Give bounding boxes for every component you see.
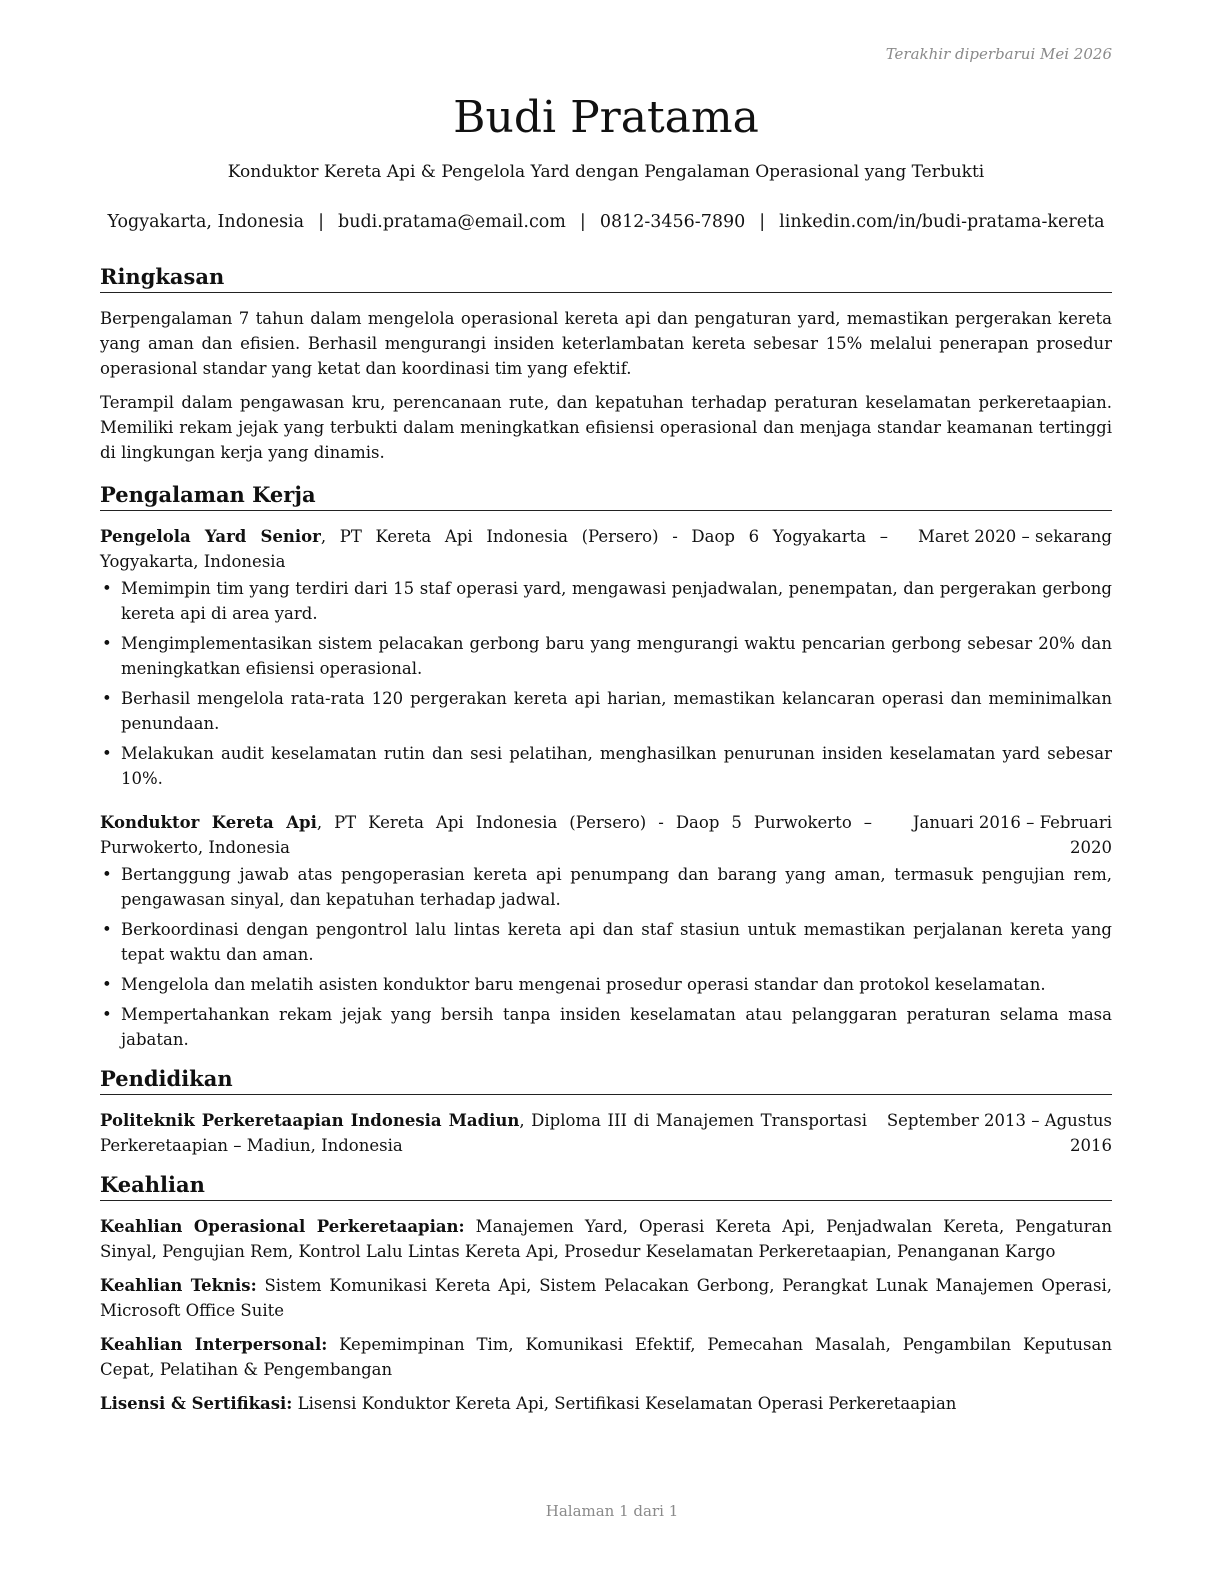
list-item: • Mengelola dan melatih asisten konduktor baru mengenai prosedur operasi standar dan protokol keselamatan. xyxy=(100,972,1112,997)
separator: | xyxy=(579,212,586,232)
job-role: Konduktor Kereta Api xyxy=(100,813,317,832)
list-item: • Memimpin tim yang terdiri dari 15 staf operasi yard, mengawasi penjadwalan, penempatan, dan pergerakan gerbong kereta api di area yard. xyxy=(100,576,1112,626)
candidate-name: Budi Pratama xyxy=(453,92,759,143)
section-title-skills: Keahlian xyxy=(100,1171,1112,1201)
degree-detail: , Diploma III di Manajemen Transportasi Perkeretaapian – Madiun, Indonesia xyxy=(100,1111,867,1155)
job-header xyxy=(100,524,1112,574)
skill-text: Lisensi Konduktor Kereta Api, Sertifikasi Keselamatan Operasi Perkeretaapian xyxy=(292,1394,957,1413)
contact-email[interactable]: budi.pratama@email.com xyxy=(338,212,566,232)
tagline: Konduktor Kereta Api & Pengelola Yard dengan Pengalaman Operasional yang Terbukti xyxy=(227,162,985,182)
education-dates: September 2013 – Agustus 2016 xyxy=(886,1111,1112,1155)
skill-label: Keahlian Interpersonal: xyxy=(100,1335,328,1354)
separator: | xyxy=(318,212,324,232)
section-title-education: Pendidikan xyxy=(100,1065,1112,1095)
skills-section xyxy=(100,1171,1112,1416)
list-item: • Bertanggung jawab atas pengoperasian kereta api penumpang dan barang yang aman, termasuk pengujian rem, pengawasan sinyal, dan kepatuhan terhadap jadwal. xyxy=(100,862,1112,912)
skill-text: Manajemen Yard, Operasi Kereta Api, Penjadwalan Kereta, Pengaturan Sinyal, Pengujian Rem, Kontrol Lalu Lintas Kereta Api, Prosedur Keselamatan Perkeretaapian, Penanganan Kargo xyxy=(100,1217,1112,1261)
job-bullets xyxy=(100,576,1112,791)
experience-section xyxy=(100,481,1112,1052)
contact-line xyxy=(100,210,1112,234)
list-item: • Berhasil mengelola rata-rata 120 pergerakan kereta api harian, memastikan kelancaran operasi dan meminimalkan penundaan. xyxy=(100,686,1112,736)
list-item: • Berkoordinasi dengan pengontrol lalu lintas kereta api dan staf stasiun untuk memastikan perjalanan kereta yang tepat waktu dan aman. xyxy=(100,917,1112,967)
separator: | xyxy=(759,212,766,232)
skill-text: Kepemimpinan Tim, Komunikasi Efektif, Pemecahan Masalah, Pengambilan Keputusan Cepat, Pelatihan & Pengembangan xyxy=(100,1335,1112,1379)
skill-group xyxy=(100,1214,1112,1264)
job-organization: , PT Kereta Api Indonesia (Persero) - Daop 6 Yogyakarta – Yogyakarta, Indonesia xyxy=(100,527,889,571)
job-header xyxy=(100,810,1112,860)
contact-location: Yogyakarta, Indonesia xyxy=(107,212,305,232)
resume-page xyxy=(100,0,1112,1425)
skill-group xyxy=(100,1273,1112,1323)
summary-paragraph: Berpengalaman 7 tahun dalam mengelola operasional kereta api dan pengaturan yard, memastikan pergerakan kereta yang aman dan efisien. Berhasil mengurangi insiden keterlambatan kereta sebesar 15% melalui penerapan prosedur operasional standar yang ketat dan koordinasi tim yang efektif. xyxy=(100,309,1112,378)
job-entry xyxy=(100,810,1112,1052)
page-number: Halaman 1 dari 1 xyxy=(545,1502,679,1520)
school-name: Politeknik Perkeretaapian Indonesia Madiun xyxy=(100,1111,520,1130)
job-role: Pengelola Yard Senior xyxy=(100,527,321,546)
job-dates: Januari 2016 – Februari 2020 xyxy=(912,813,1112,857)
job-entry xyxy=(100,524,1112,791)
list-item: • Melakukan audit keselamatan rutin dan sesi pelatihan, menghasilkan penurunan insiden keselamatan yard sebesar 10%. xyxy=(100,741,1112,791)
skill-label: Keahlian Operasional Perkeretaapian: xyxy=(100,1217,465,1236)
education-entry xyxy=(100,1108,1112,1158)
list-item: • Mempertahankan rekam jejak yang bersih tanpa insiden keselamatan atau pelanggaran peraturan selama masa jabatan. xyxy=(100,1002,1112,1052)
skill-label: Keahlian Teknis: xyxy=(100,1276,257,1295)
contact-linkedin[interactable]: linkedin.com/in/budi-pratama-kereta xyxy=(779,212,1105,232)
job-organization: , PT Kereta Api Indonesia (Persero) - Daop 5 Purwokerto – Purwokerto, Indonesia xyxy=(100,813,872,857)
skill-group xyxy=(100,1332,1112,1382)
job-dates: Maret 2020 – sekarang xyxy=(918,527,1112,546)
list-item: • Mengimplementasikan sistem pelacakan gerbong baru yang mengurangi waktu pencarian gerbong sebesar 20% dan meningkatkan efisiensi operasional. xyxy=(100,631,1112,681)
section-title-experience: Pengalaman Kerja xyxy=(100,481,1112,511)
skill-label: Lisensi & Sertifikasi: xyxy=(100,1394,293,1413)
contact-phone: 0812-3456-7890 xyxy=(599,212,746,232)
last-updated: Terakhir diperbarui Mei 2026 xyxy=(885,45,1112,63)
summary-section xyxy=(100,263,1112,465)
job-bullets xyxy=(100,862,1112,1052)
section-title-summary: Ringkasan xyxy=(100,263,1112,293)
education-section xyxy=(100,1065,1112,1158)
skill-group xyxy=(100,1391,1112,1416)
summary-paragraph: Terampil dalam pengawasan kru, perencanaan rute, dan kepatuhan terhadap peraturan keselamatan perkeretaapian. Memiliki rekam jejak yang terbukti dalam meningkatkan efisiensi operasional dan menjaga standar keamanan tertinggi di lingkungan kerja yang dinamis. xyxy=(100,393,1112,462)
skill-text: Sistem Komunikasi Kereta Api, Sistem Pelacakan Gerbong, Perangkat Lunak Manajemen Operasi, Microsoft Office Suite xyxy=(100,1276,1112,1320)
